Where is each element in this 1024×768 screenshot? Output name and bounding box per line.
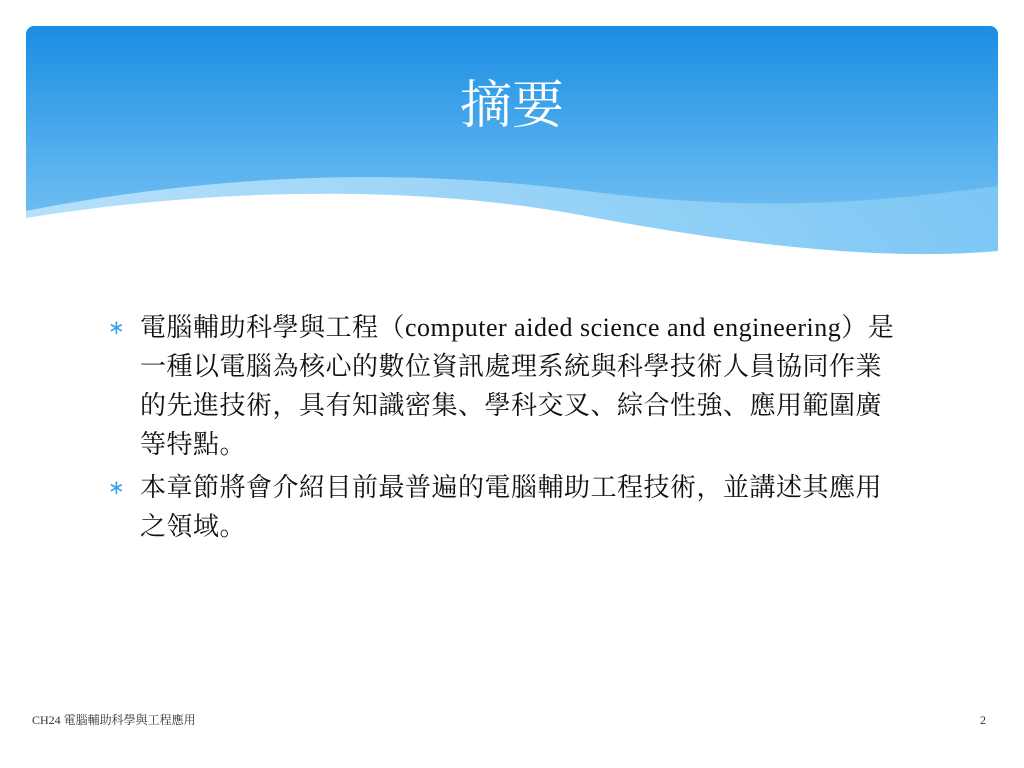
footer-chapter-label: CH24 電腦輔助科學與工程應用 xyxy=(32,713,196,727)
asterisk-bullet-icon: ∗ xyxy=(108,475,126,499)
page-number: 2 xyxy=(980,713,986,727)
slide-title: 摘要 xyxy=(459,76,564,136)
bullet-list xyxy=(108,308,908,550)
header-banner xyxy=(26,26,998,288)
list-item xyxy=(108,468,908,546)
asterisk-bullet-icon: ∗ xyxy=(108,315,126,339)
list-item xyxy=(108,308,908,464)
bullet-text: 本章節將會介紹目前最普遍的電腦輔助工程技術，並講述其應用之領域。 xyxy=(140,473,883,541)
bullet-text: 電腦輔助科學與工程（computer aided science and engineering）是一種以電腦為核心的數位資訊處理系統與科學技術人員協同作業的先進技術，具有知識密集、學科交叉、綜合性強、應用範圍廣等特點。 xyxy=(140,313,895,459)
header-wave-graphic xyxy=(26,26,998,288)
